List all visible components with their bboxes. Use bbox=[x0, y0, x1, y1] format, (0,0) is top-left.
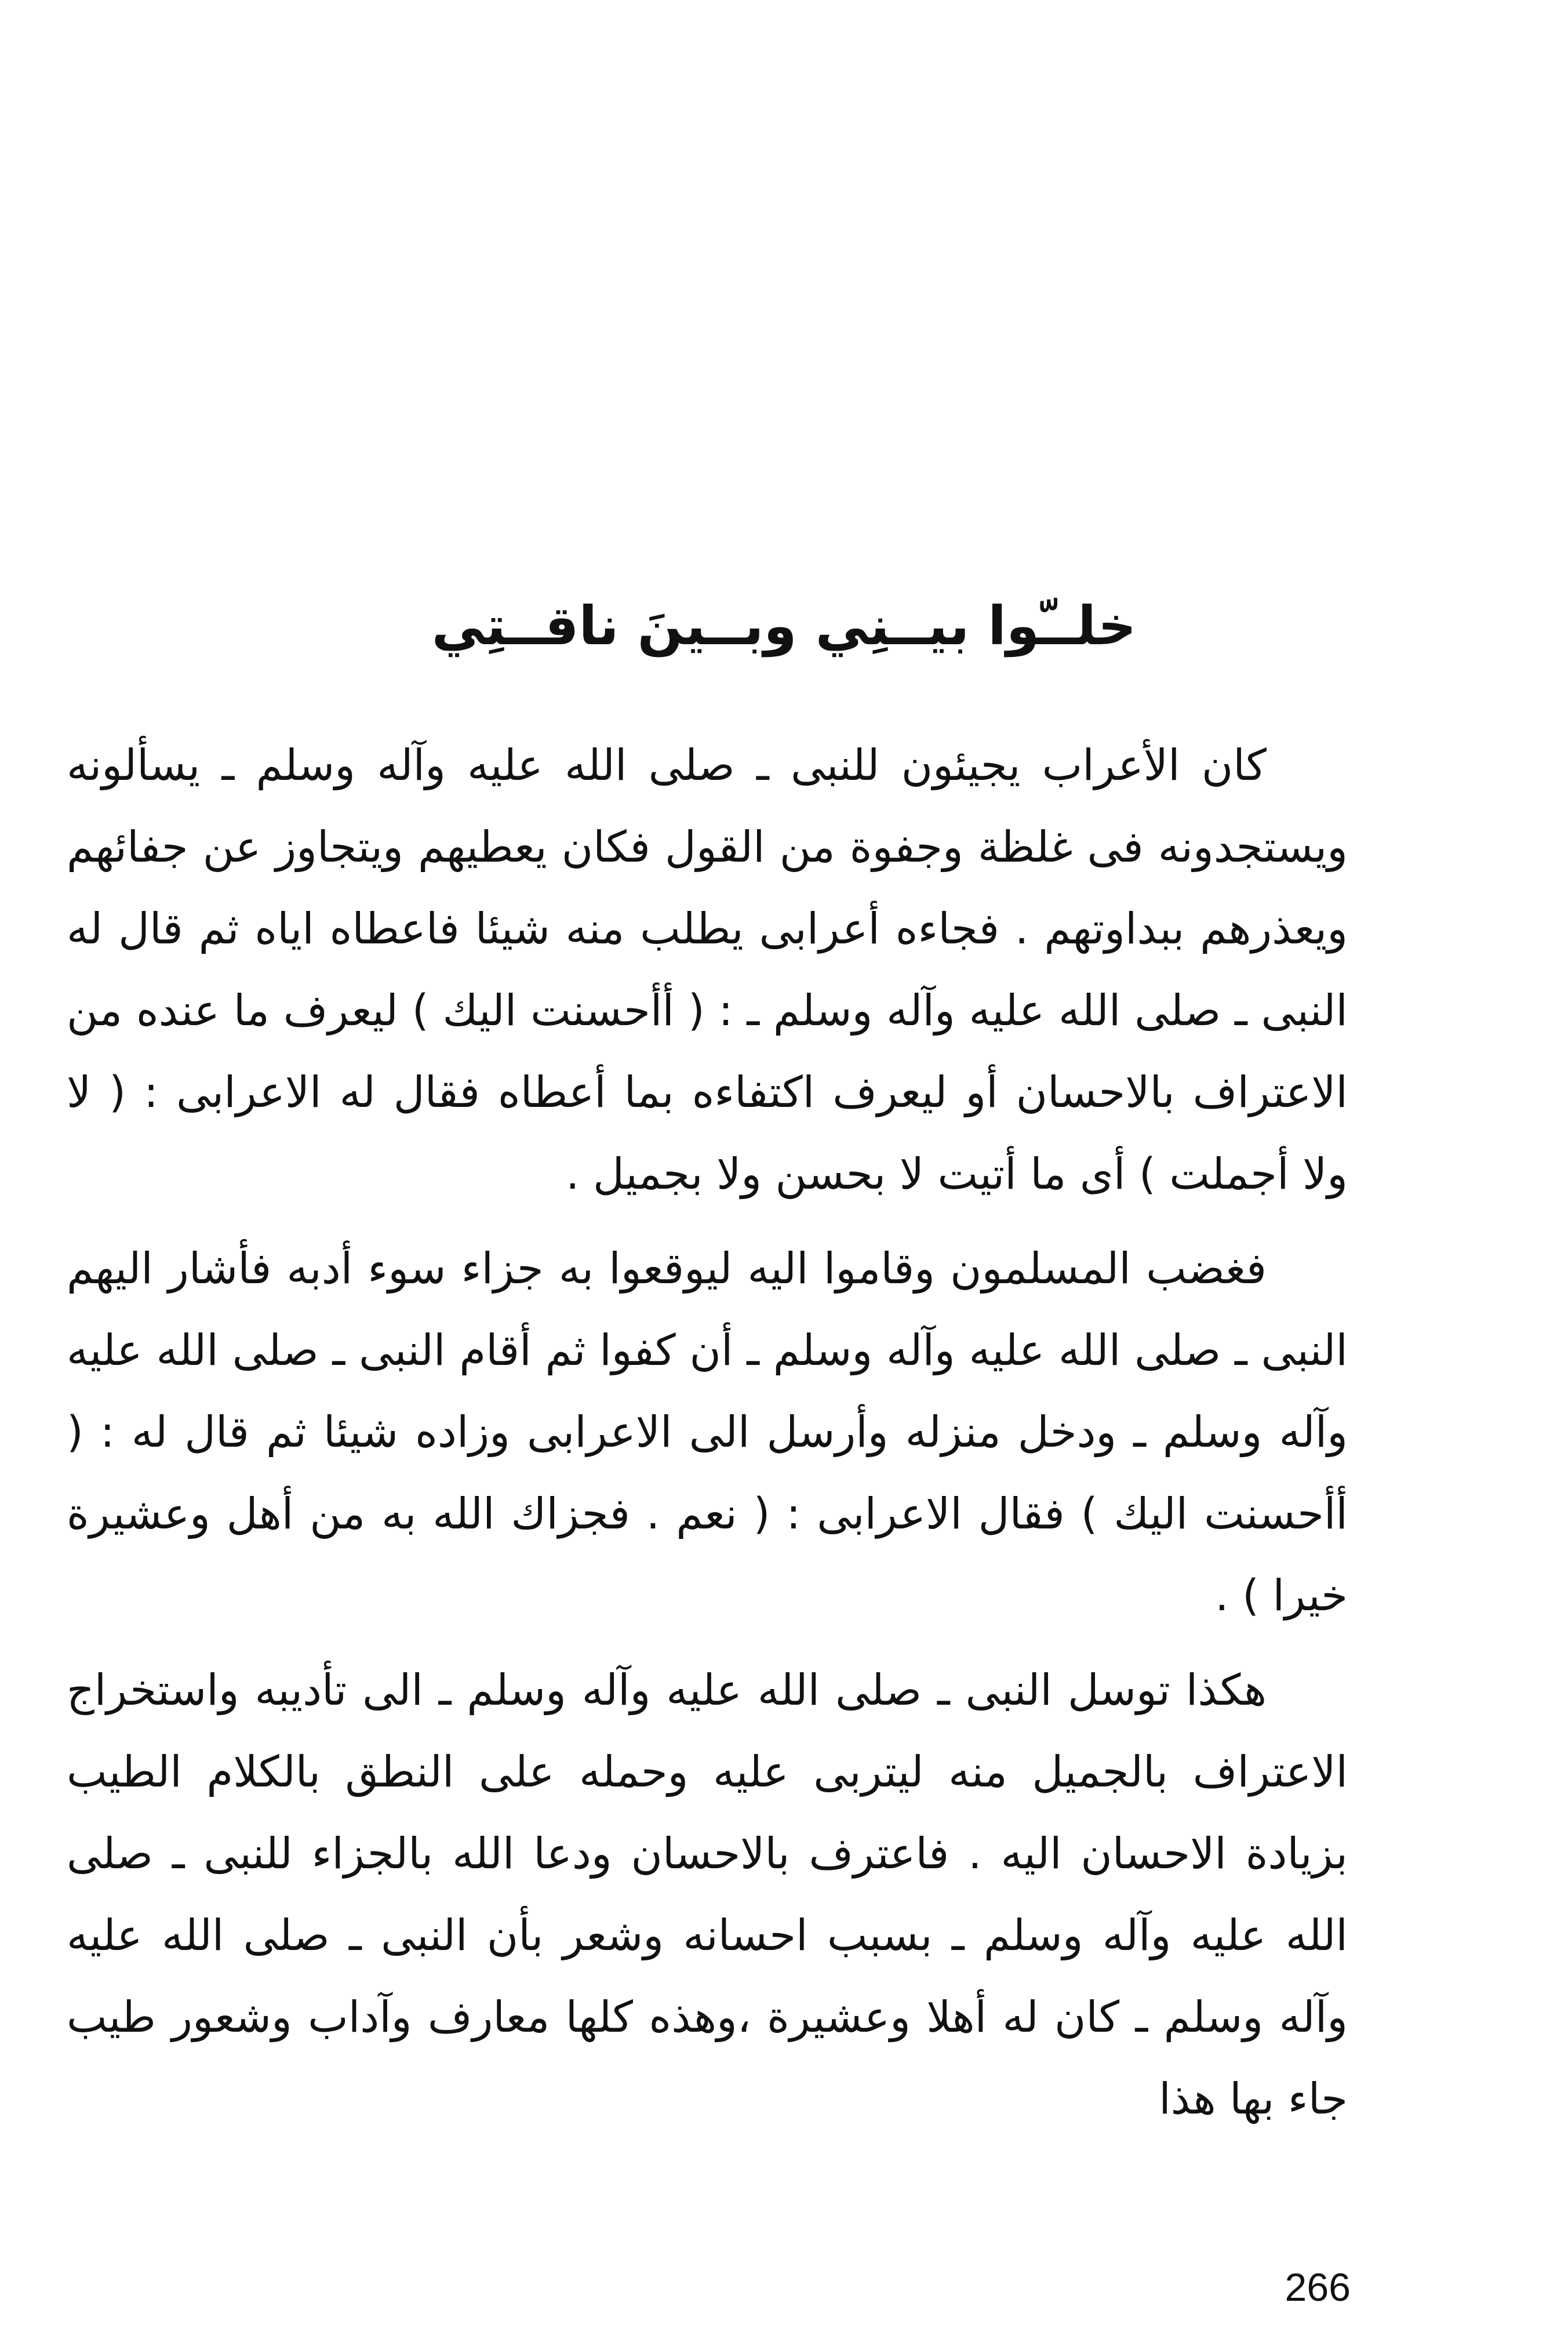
paragraph-3: هكذا توسل النبى ـ صلى الله عليه وآله وسلم ـ الى تأديبه واستخراج الاعتراف بالجميل منه ليتربى عليه وحمله على النطق بالكلام الطيب بزيادة الاحسان اليه . فاعترف بالاحسان ودعا الله بالجزاء للنبى ـ صلى الله عليه وآله وسلم ـ بسبب احسانه وشعر بأن النبى ـ صلى الله عليه وآله وسلم ـ كان له أهلا وعشيرة ،وهذه كلها معارف وآداب وشعور طيب جاء بها هذا bbox=[67, 1665, 1348, 2124]
page-number: 266 bbox=[1285, 2265, 1351, 2309]
body-text bbox=[67, 725, 1348, 2140]
page-title: خلــّوا بيــنِي وبــينَ ناقــتِي bbox=[431, 595, 1137, 657]
paragraph-2: فغضب المسلمون وقاموا اليه ليوقعوا به جزاء سوء أدبه فأشار اليهم النبى ـ صلى الله عليه وآله وسلم ـ أن كفوا ثم أقام النبى ـ صلى الله عليه وآله وسلم ـ ودخل منزله وأرسل الى الاعرابى وزاده شيئا ثم قال له : ( أأحسنت اليك ) فقال الاعرابى : ( نعم . فجزاك الله به من أهل وعشيرة خيرا ) . bbox=[67, 1244, 1348, 1621]
paragraph-1: كان الأعراب يجيئون للنبى ـ صلى الله عليه وآله وسلم ـ يسألونه ويستجدونه فى غلظة وجفوة من القول فكان يعطيهم ويتجاوز عن جفائهم ويعذرهم ببداوتهم . فجاءه أعرابى يطلب منه شيئا فاعطاه اياه ثم قال له النبى ـ صلى الله عليه وآله وسلم ـ : ( أأحسنت اليك ) ليعرف ما عنده من الاعتراف بالاحسان أو ليعرف اكتفاءه بما أعطاه فقال له الاعرابى : ( لا ولا أجملت ) أى ما أتيت لا بحسن ولا بجميل . bbox=[67, 740, 1348, 1199]
